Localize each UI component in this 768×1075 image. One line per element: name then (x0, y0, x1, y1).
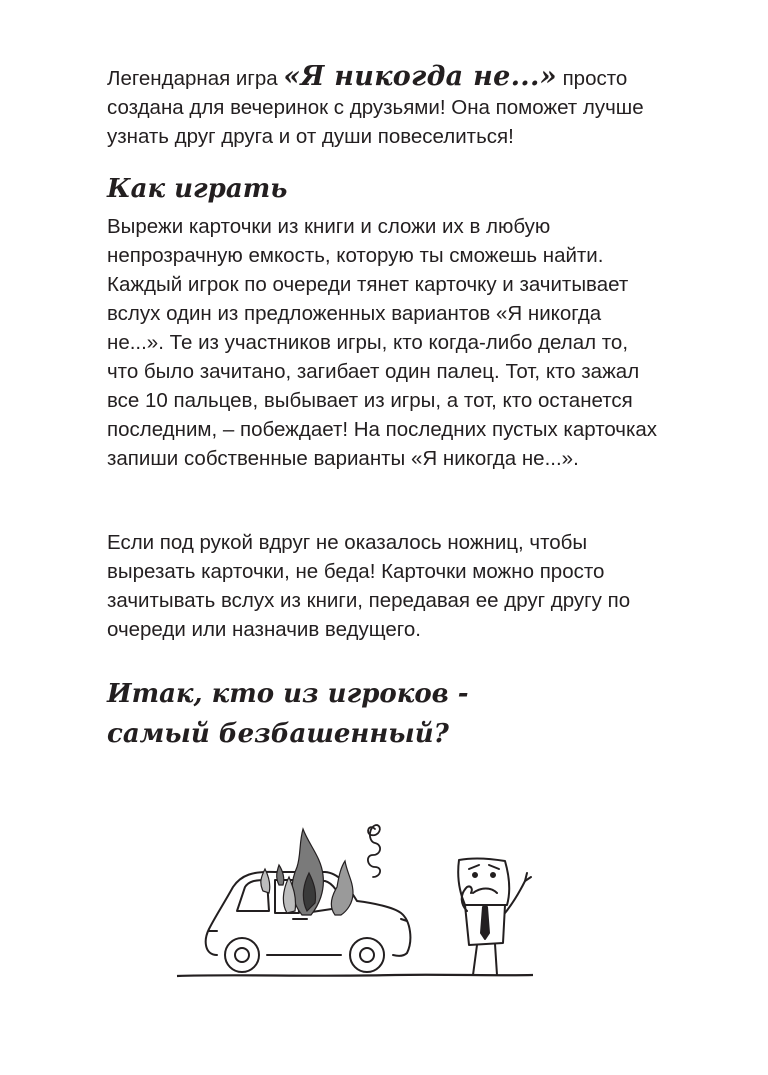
intro-after: просто создана для вечеринок с друзьями! Она поможет лучше узнать друг друга и от души повеселиться! (107, 67, 644, 148)
ground-line (177, 975, 533, 976)
closing-heading: Итак, кто из игроков - самый безбашенный? (107, 679, 469, 749)
intro-paragraph (107, 62, 662, 151)
smoke-squiggle-icon (368, 825, 380, 877)
upset-person-icon (458, 858, 531, 975)
burning-car-scene (175, 815, 535, 990)
intro-before: Легендарная игра (107, 67, 284, 90)
no-scissors-paragraph: Если под рукой вдруг не оказалось ножниц, чтобы вырезать карточки, не беда! Карточки можно просто зачитывать вслух из книги, передавая ее друг другу по очереди или назначив ведущего. (107, 531, 631, 641)
how-to-play-heading: Как играть (107, 174, 288, 204)
rules-paragraph: Вырежи карточки из книги и сложи их в любую непрозрачную емкость, которую ты сможешь найти. Каждый игрок по очереди тянет карточку и зачитывает вслух один из предложенных вариантов «Я никогда не...». Те из участников игры, кто когда-либо делал то, что было зачитано, загибает один палец. Тот, кто зажал все 10 пальцев, выбывает из игры, а тот, кто останется последним, – побеждает! На последних пустых карточках запиши собственные варианты «Я никогда не...». (107, 215, 658, 470)
game-title-brand: «Я никогда не...» (283, 61, 557, 92)
